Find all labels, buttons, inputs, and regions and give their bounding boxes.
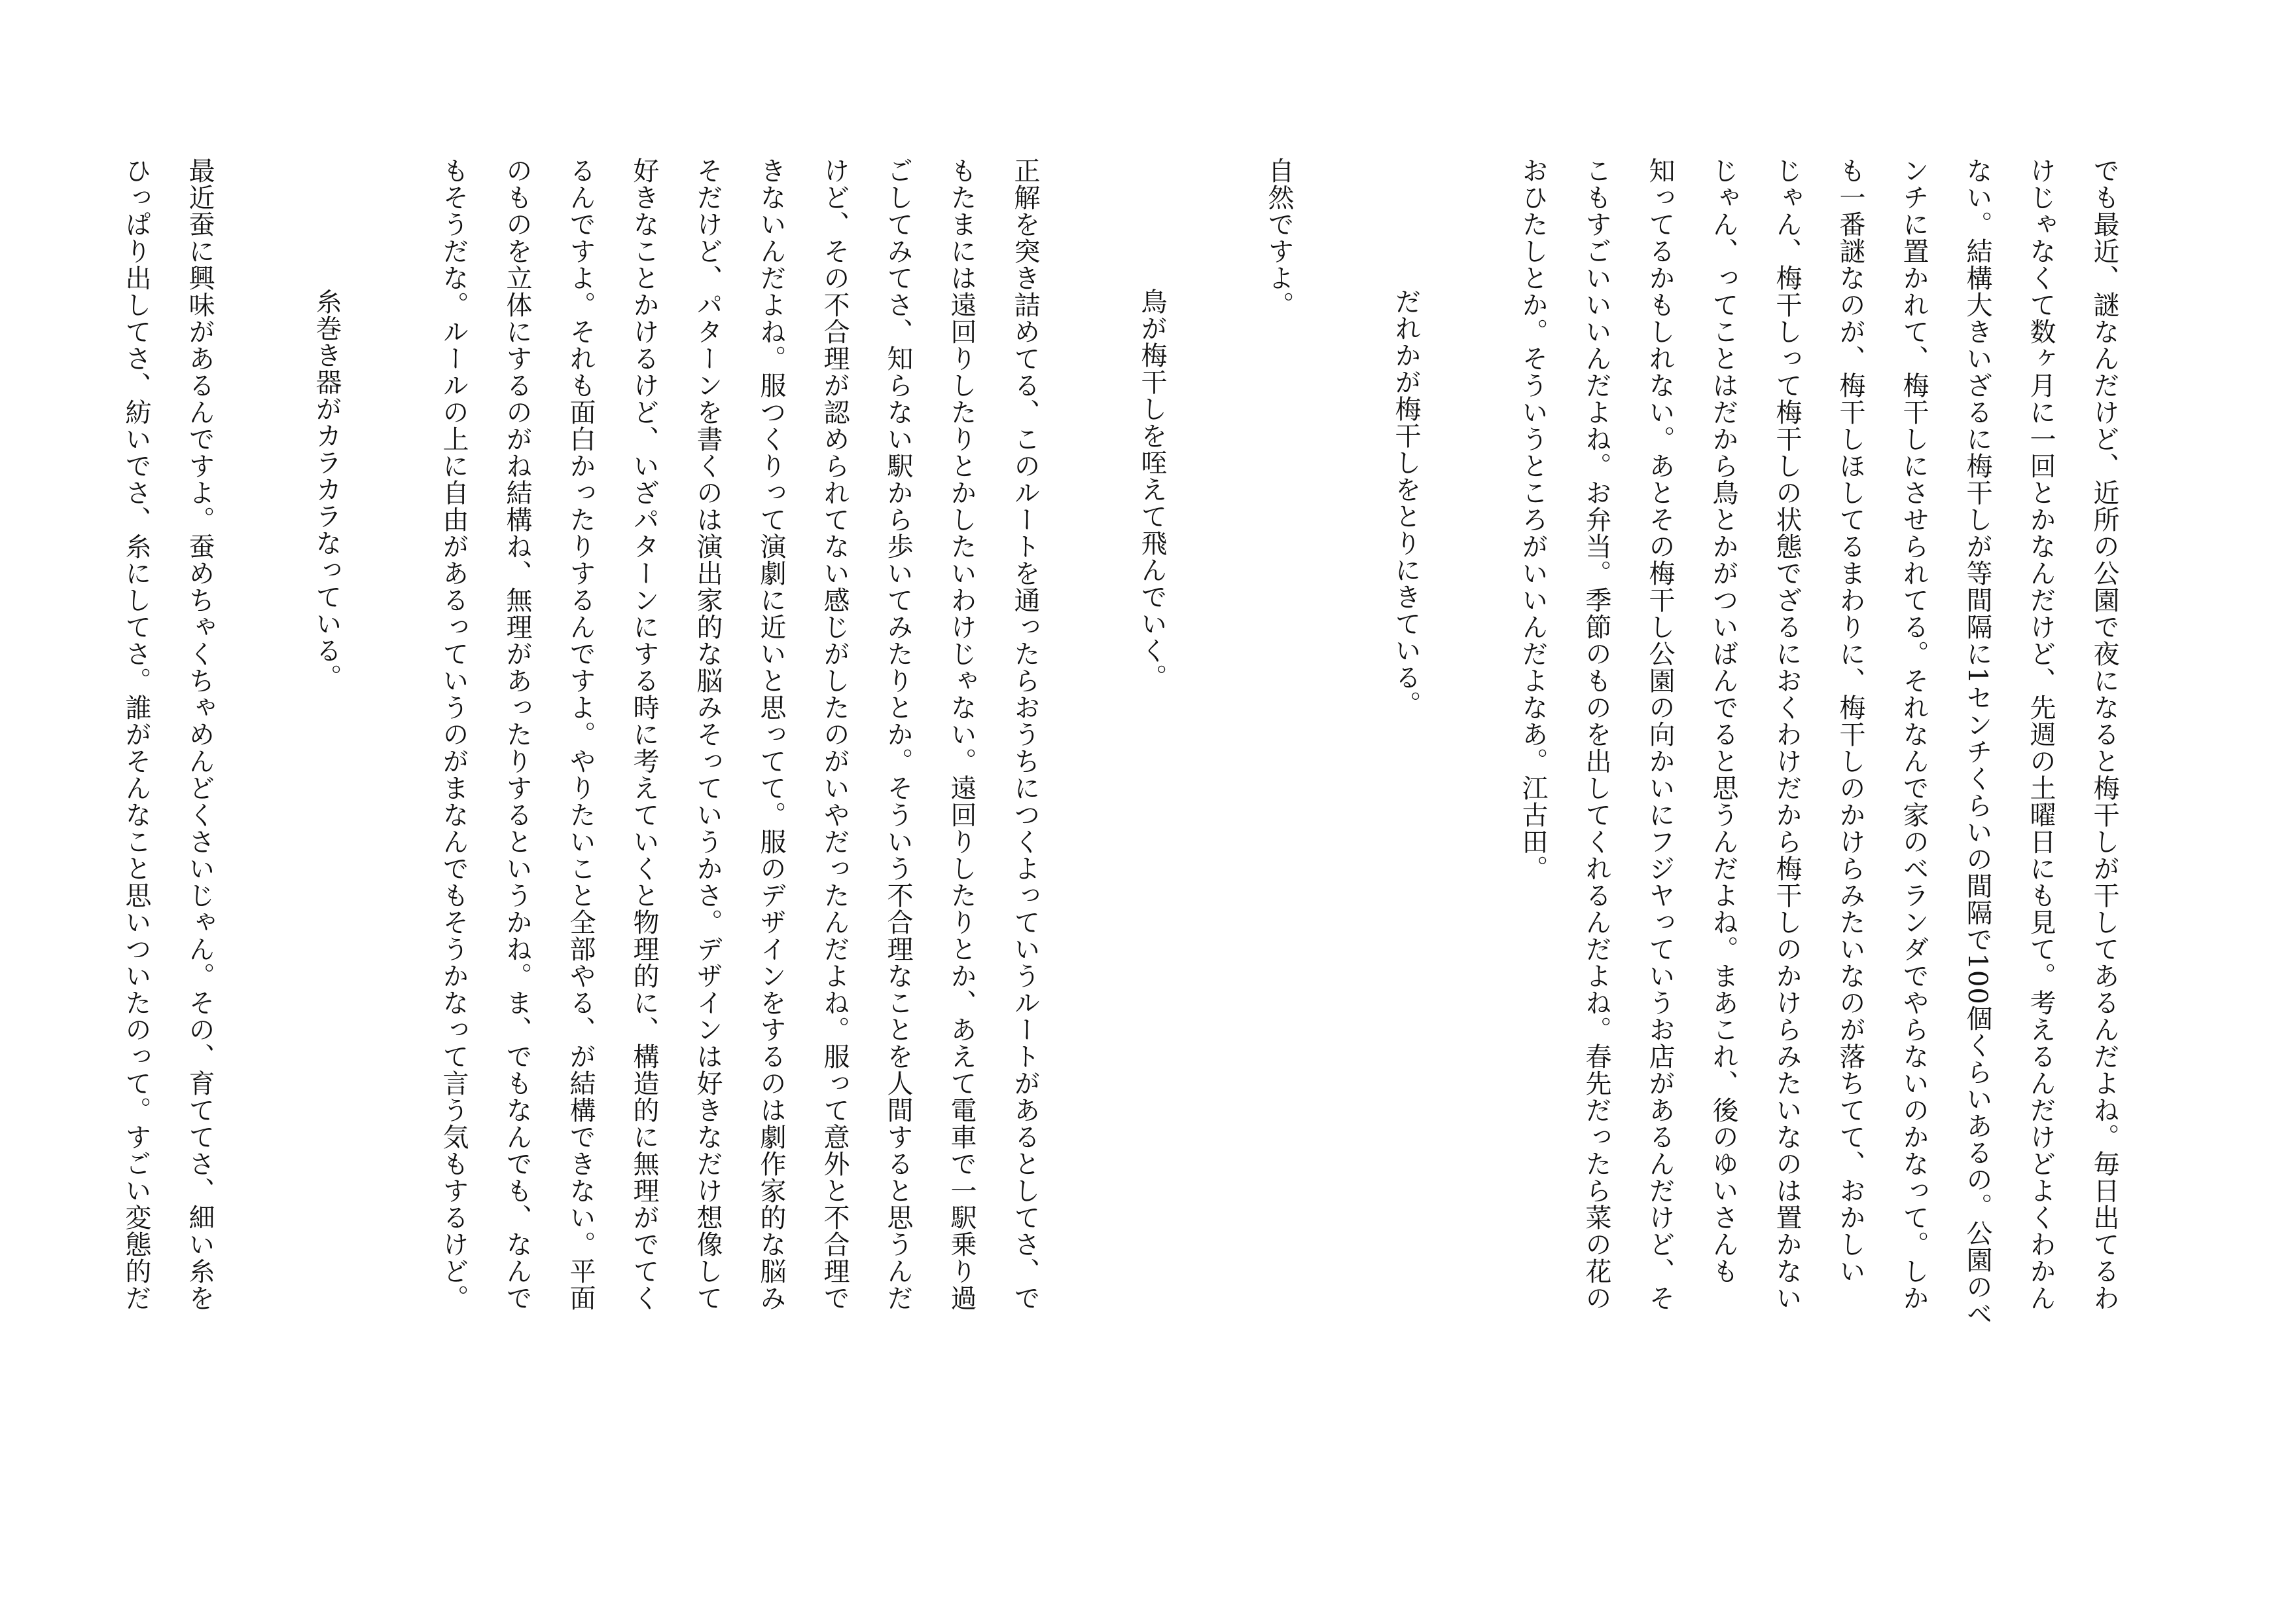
stage-direction-line: 糸巻き器がカラカラなっている。	[312, 288, 342, 691]
blank-line	[1310, 157, 1374, 1499]
blank-line	[1056, 157, 1120, 1499]
text-line: るんですよ。それも面白かったりするんですよ。やりたいこと全部やる、が結構できない。平面	[565, 157, 596, 1311]
text-line: 知ってるかもしれない。あとその梅干し公園の向かいにフジヤっていうお店があるんだけど、そ	[1645, 157, 1675, 1311]
text-line: こもすごいいいんだよね。お弁当。季節のものを出してくれるんだよね。春先だったら菜の花の	[1581, 157, 1611, 1311]
text-line: も一番謎なのが、梅干しほしてるまわりに、梅干しのかけらみたいなのが落ちてて、おかしい	[1835, 157, 1865, 1285]
text-line: ごしてみてさ、知らない駅から歩いてみたりとか。そういう不合理なことを人間すると思うんだ	[883, 157, 913, 1311]
text-line: でも最近、謎なんだけど、近所の公園で夜になると梅干しが干してあるんだよね。毎日出てるわ	[2089, 157, 2119, 1311]
text-line: 自然ですよ。	[1264, 157, 1294, 318]
stage-direction-line: だれかが梅干しをとりにきている。	[1391, 288, 1421, 718]
text-line: きないんだよね。服つくりって演劇に近いと思ってて。服のデザインをするのは劇作家的な脳み	[756, 157, 786, 1311]
text-line: ンチに置かれて、梅干しにさせられてる。それなんで家のベランダでやらないのかなって。しか	[1899, 157, 1929, 1311]
vertical-text-block	[104, 157, 2136, 1499]
text-line: ない。結構大きいざるに梅干しが等間隔に1センチくらいの間隔で100個くらいあるの。公園のベ	[1962, 157, 1992, 1327]
text-line: そだけど、パターンを書くのは演出家的な脳みそっていうかさ。デザインは好きなだけ想像して	[692, 157, 723, 1311]
text-line: 正解を突き詰めてる、このルートを通ったらおうちにつくよっていうルートがあるとしてさ、で	[1010, 157, 1040, 1311]
blank-line	[358, 157, 422, 1499]
text-line: 好きなことかけるけど、いざパターンにする時に考えていくと物理的に、構造的に無理がでてく	[629, 157, 659, 1311]
text-line: 最近蚕に興味があるんですよ。蚕めちゃくちゃめんどくさいじゃん。その、育ててさ、細い糸を	[185, 157, 215, 1311]
text-line: もたまには遠回りしたりとかしたいわけじゃない。遠回りしたりとか、あえて電車で一駅乗り過	[946, 157, 977, 1311]
text-line: おひたしとか。そういうところがいいんだよなあ。江古田。	[1518, 157, 1548, 882]
blank-line	[1437, 157, 1501, 1499]
blank-line	[1183, 157, 1247, 1499]
text-line: ひっぱり出してさ、紡いでさ、糸にしてさ。誰がそんなこと思いついたのって。すごい変態的だ	[121, 157, 151, 1311]
stage-direction-line: 鳥が梅干しを咥えて飛んでいく。	[1137, 288, 1167, 691]
text-line: じゃん、ってことはだから鳥とかがついばんでると思うんだよね。まあこれ、後のゆいさんも	[1708, 157, 1738, 1285]
text-line: けじゃなくて数ヶ月に一回とかなんだけど、先週の土曜日にも見て。考えるんだけどよくわかん	[2026, 157, 2056, 1311]
blank-line	[231, 157, 295, 1499]
text-line: もそうだな。ルールの上に自由があるっていうのがまなんでもそうかなって言う気もするけど。	[439, 157, 469, 1311]
text-line: じゃん、梅干しって梅干しの状態でざるにおくわけだから梅干しのかけらみたいなのは置かない	[1772, 157, 1802, 1311]
text-line: のものを立体にするのがね結構ね、無理があったりするというかね。ま、でもなんでも、なんで	[502, 157, 532, 1311]
text-line: けど、その不合理が認められてない感じがしたのがいやだったんだよね。服って意外と不合理で	[819, 157, 850, 1311]
